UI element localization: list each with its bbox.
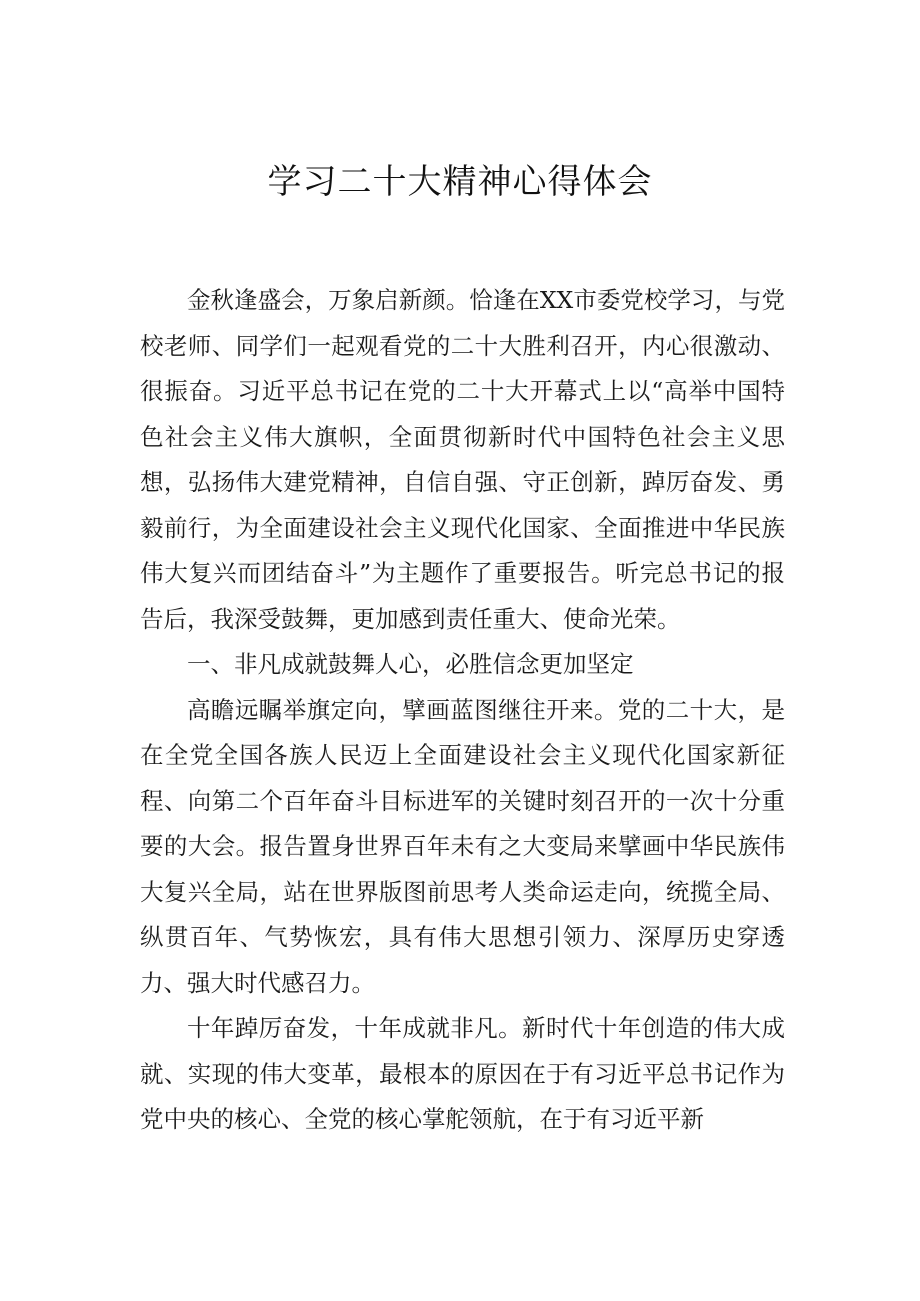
section-heading: 一、非凡成就鼓舞人心，必胜信念更加坚定 — [187, 650, 634, 678]
paragraph-body: 高瞻远瞩举旗定向，擘画蓝图继往开来。党的二十大，是在全党全国各族人民迈上全面建设社会主义现代化国家新征程、向第二个百年奋斗目标进军的关键时刻召开的一次十分重要的大会。报告置身世界百年未有之大变局来擘画中华民族伟大复兴全局，站在世界版图前思考人类命运走向，统揽全局、纵贯百年、气势恢宏，具有伟大思想引领力、深厚历史穿透力、强大时代感召力。 — [140, 695, 785, 997]
paragraph-body: 十年踔厉奋发，十年成就非凡。新时代十年创造的伟大成就、实现的伟大变革，最根本的原因在于有习近平总书记作为党中央的核心、全党的核心掌舵领航，在于有习近平新 — [140, 1014, 785, 1133]
paragraph-intro: 金秋逢盛会，万象启新颜。恰逢在XX市委党校学习，与党校老师、同学们一起观看党的二十大胜利召开，内心很激动、很振奋。习近平总书记在党的二十大开幕式上以“高举中国特色社会主义伟大旗帜，全面贯彻新时代中国特色社会主义思想，弘扬伟大建党精神，自信自强、守正创新，踔厉奋发、勇毅前行，为全面建设社会主义现代化国家、全面推进中华民族伟大复兴而团结奋斗”为主题作了重要报告。听完总书记的报告后，我深受鼓舞，更加感到责任重大、使命光荣。 — [140, 286, 785, 633]
document-title: 学习二十大精神心得体会 — [267, 162, 653, 202]
document-body — [140, 278, 785, 1143]
